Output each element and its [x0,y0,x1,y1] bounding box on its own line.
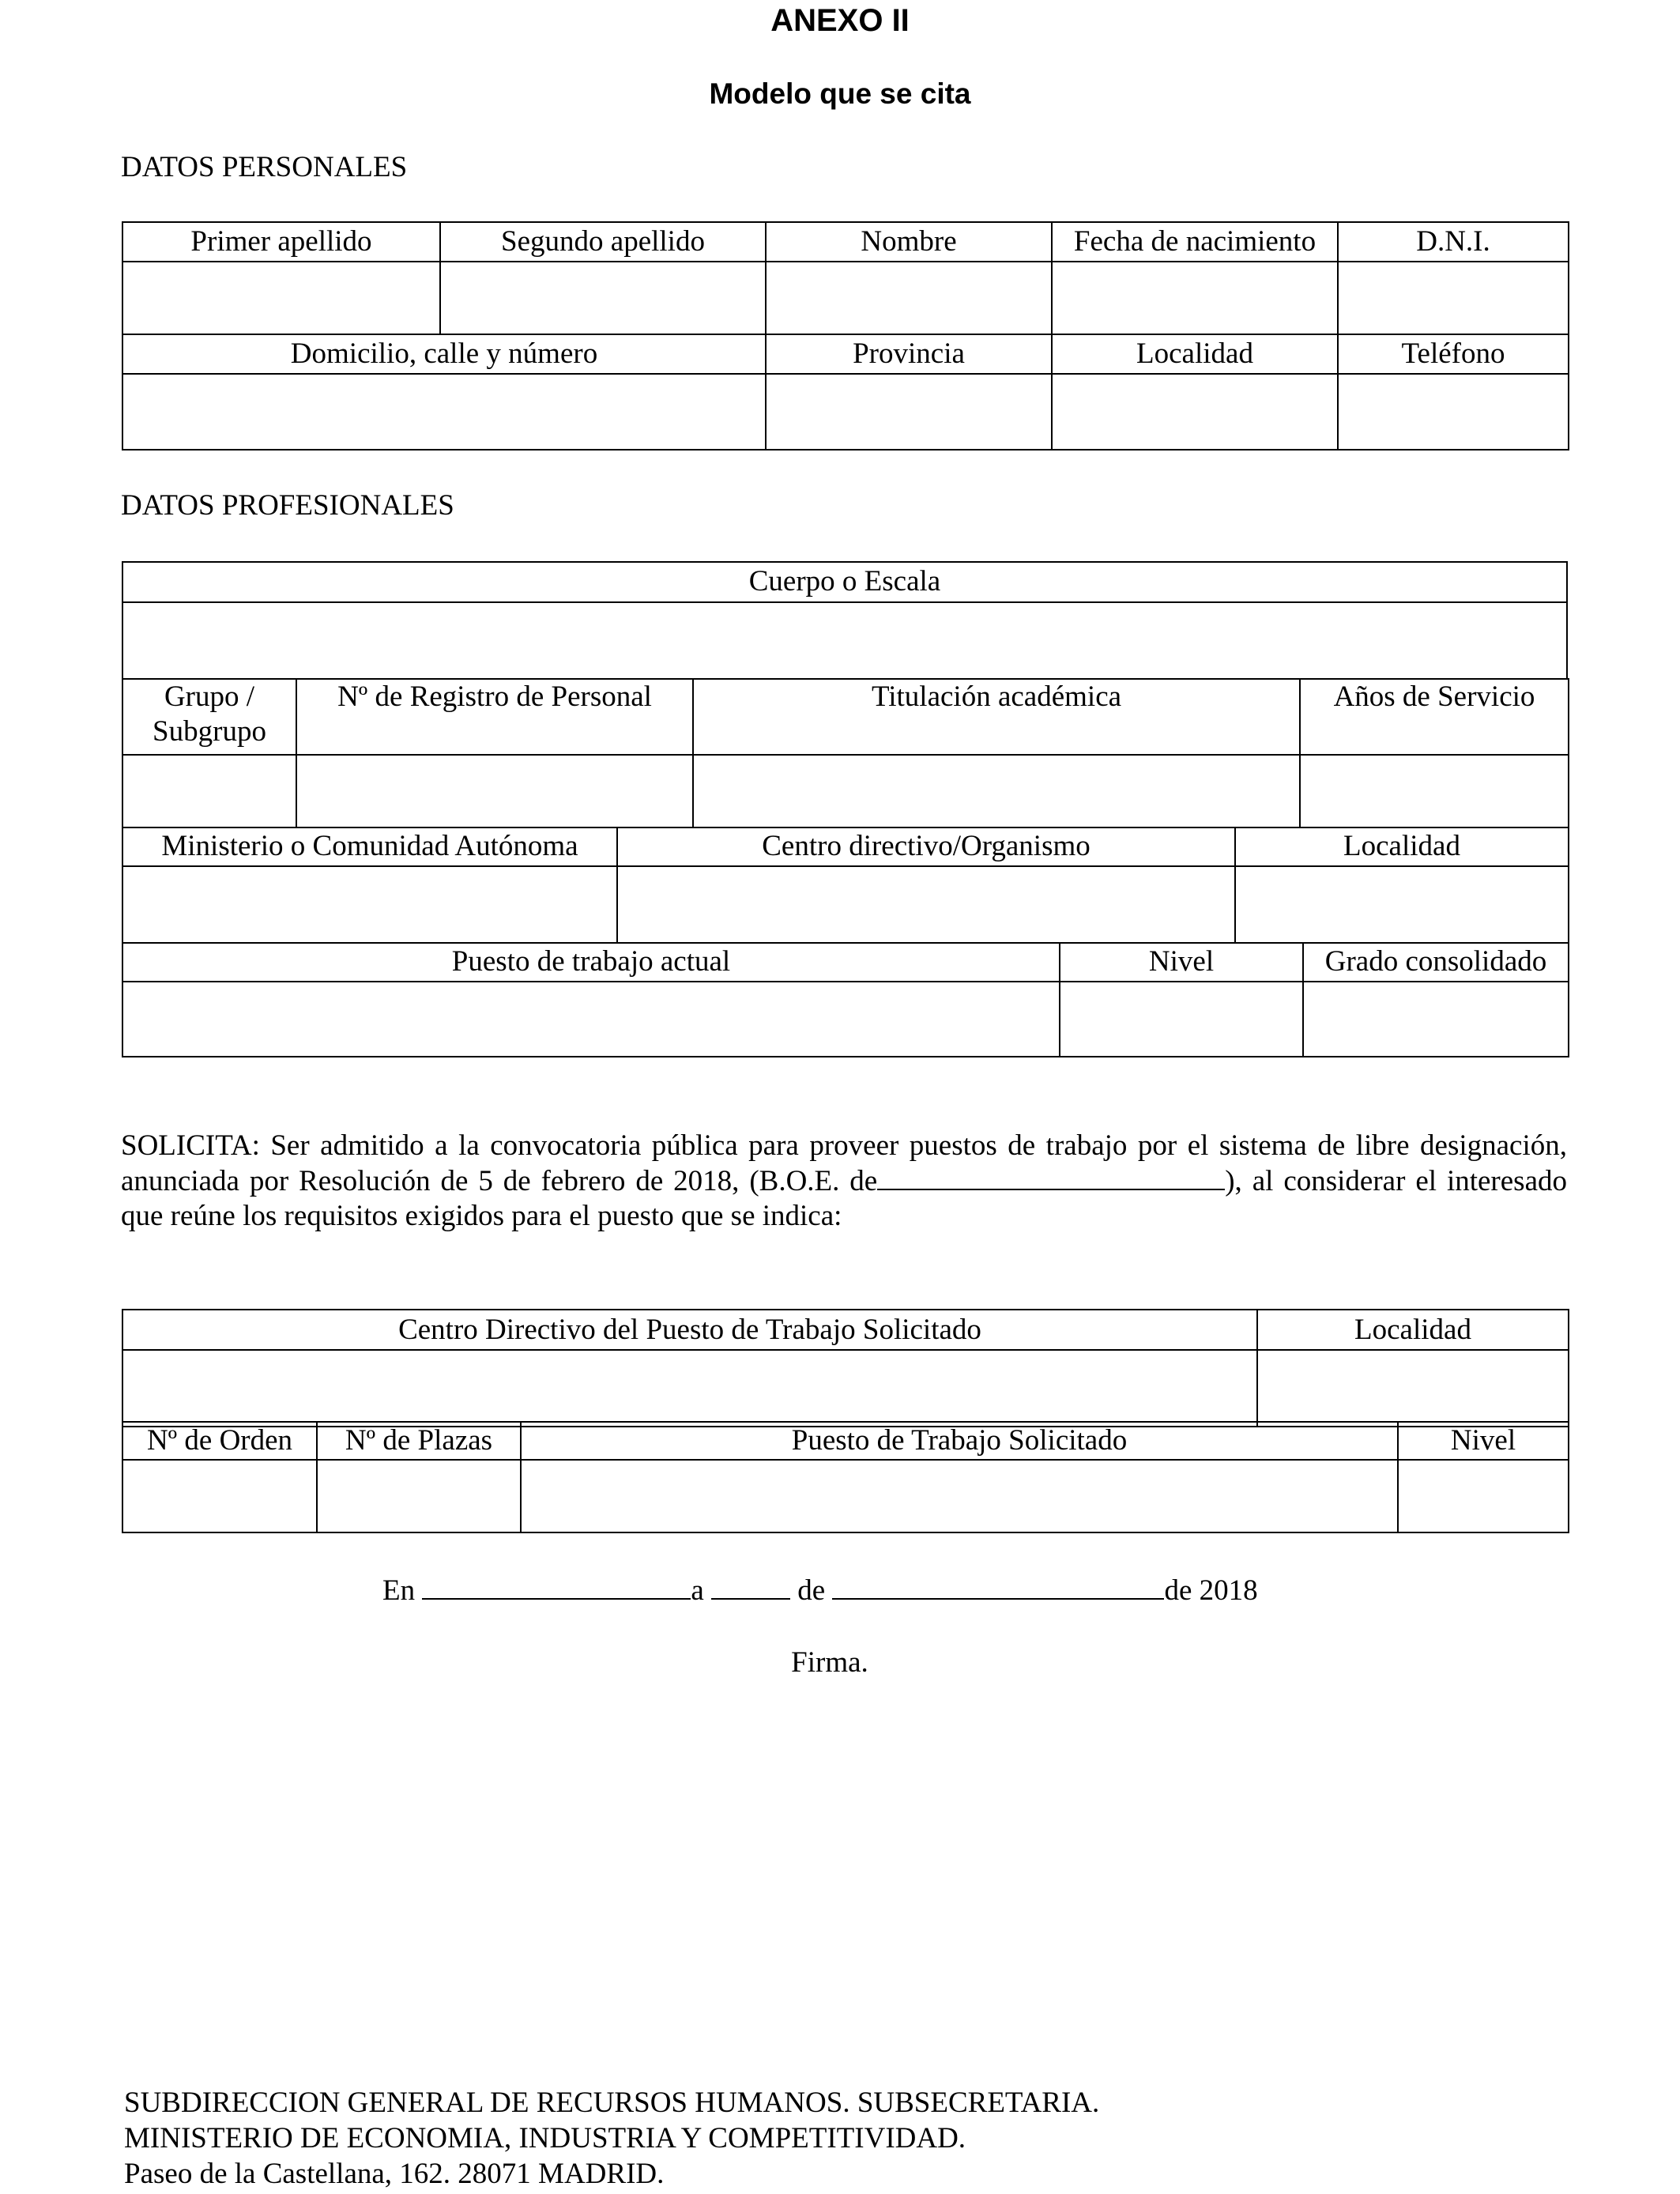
header-nivel-solicitado: Nivel [1398,1422,1569,1460]
page-subtitle: Modelo que se cita [709,77,971,110]
header-orden: Nº de Orden [122,1422,317,1460]
header-puesto-solicitado: Puesto de Trabajo Solicitado [521,1422,1398,1460]
field-localidad-prof[interactable] [1235,866,1569,943]
footer-line-3: Paseo de la Castellana, 162. 28071 MADRID. [124,2158,665,2190]
header-cuerpo-escala: Cuerpo o Escala [122,562,1567,602]
year-label: de 2018 [1164,1574,1258,1607]
field-provincia[interactable] [766,374,1052,450]
field-puesto-actual[interactable] [122,982,1060,1057]
professional-table-puesto [122,942,1569,1057]
header-grupo-subgrupo: Grupo / Subgrupo [122,679,296,755]
field-telefono[interactable] [1338,374,1569,450]
annex-title: ANEXO II [770,3,910,38]
field-anos-servicio[interactable] [1300,755,1569,827]
field-plazas[interactable] [317,1460,521,1532]
place-blank[interactable] [422,1573,691,1600]
header-titulacion: Titulación académica [693,679,1300,755]
solicita-text-part1: SOLICITA: Ser admitido a la convocatoria pública para proveer puestos de trabajo por el sistema de libre designación, anunciada por Resolución de 5 de febrero de 2018, (B.O.E. de [121,1129,1567,1197]
header-nivel: Nivel [1060,943,1303,982]
footer-line-2: MINISTERIO DE ECONOMIA, INDUSTRIA Y COMPETITIVIDAD. [124,2122,966,2154]
en-label: En [382,1574,416,1607]
header-plazas: Nº de Plazas [317,1422,521,1460]
requested-table-centro [122,1309,1569,1427]
requested-table-puesto [122,1421,1569,1533]
field-primer-apellido[interactable] [122,262,440,334]
header-segundo-apellido: Segundo apellido [440,222,766,262]
day-blank[interactable] [711,1573,790,1600]
header-telefono: Teléfono [1338,334,1569,374]
field-nivel-solicitado[interactable] [1398,1460,1569,1532]
header-primer-apellido: Primer apellido [122,222,440,262]
field-centro-solicitado[interactable] [122,1350,1257,1427]
field-dni[interactable] [1338,262,1569,334]
field-puesto-solicitado[interactable] [521,1460,1398,1532]
a-label: a [691,1574,704,1607]
header-centro-solicitado: Centro Directivo del Puesto de Trabajo Solicitado [122,1310,1257,1350]
field-titulacion[interactable] [693,755,1300,827]
professional-table-grupo [122,678,1569,828]
signature-label: Firma. [791,1646,868,1679]
footer-line-1: SUBDIRECCION GENERAL DE RECURSOS HUMANOS. SUBSECRETARIA. [124,2087,1100,2119]
header-ministerio: Ministerio o Comunidad Autónoma [122,827,617,866]
field-domicilio[interactable] [122,374,766,450]
field-fecha-nacimiento[interactable] [1052,262,1338,334]
field-localidad[interactable] [1052,374,1338,450]
field-localidad-solicitada[interactable] [1257,1350,1569,1427]
solicita-text-part2: ), al considerar el interesado que reúne los requisitos exigidos para el puesto que se indica: [121,1165,1567,1232]
boe-date-blank[interactable] [877,1163,1225,1190]
header-puesto-actual: Puesto de trabajo actual [122,943,1060,982]
field-centro-directivo[interactable] [617,866,1235,943]
solicita-paragraph [121,1129,1567,1234]
header-nombre: Nombre [766,222,1052,262]
field-grupo-subgrupo[interactable] [122,755,296,827]
header-dni: D.N.I. [1338,222,1569,262]
de-label: de [797,1574,826,1607]
personal-data-table [122,221,1569,450]
field-grado-consolidado[interactable] [1303,982,1569,1057]
header-domicilio: Domicilio, calle y número [122,334,766,374]
section-title-personal: DATOS PERSONALES [121,151,408,183]
field-registro-personal[interactable] [296,755,693,827]
header-localidad: Localidad [1052,334,1338,374]
field-ministerio[interactable] [122,866,617,943]
section-title-professional: DATOS PROFESIONALES [121,489,454,522]
professional-table-cuerpo [122,561,1568,680]
header-registro-personal: Nº de Registro de Personal [296,679,693,755]
field-segundo-apellido[interactable] [440,262,766,334]
field-nombre[interactable] [766,262,1052,334]
header-localidad-solicitada: Localidad [1257,1310,1569,1350]
header-provincia: Provincia [766,334,1052,374]
header-grado-consolidado: Grado consolidado [1303,943,1569,982]
header-fecha-nacimiento: Fecha de nacimiento [1052,222,1338,262]
month-blank[interactable] [832,1573,1164,1600]
header-localidad-prof: Localidad [1235,827,1569,866]
field-orden[interactable] [122,1460,317,1532]
field-nivel[interactable] [1060,982,1303,1057]
place-date-line [382,1573,1258,1608]
header-anos-servicio: Años de Servicio [1300,679,1569,755]
professional-table-ministerio [122,827,1569,944]
header-centro-directivo: Centro directivo/Organismo [617,827,1235,866]
field-cuerpo-escala[interactable] [122,602,1567,679]
